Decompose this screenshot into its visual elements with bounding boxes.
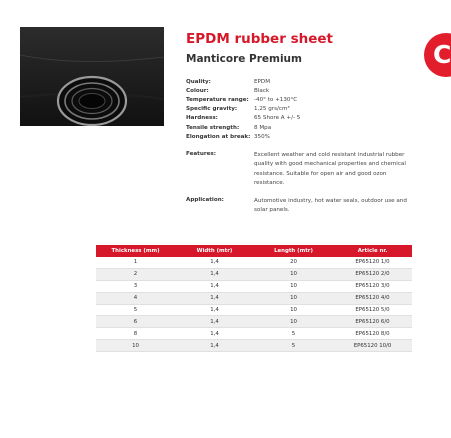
product-title: EPDM rubber sheet xyxy=(186,31,333,47)
cell-article: EP65120 5/0 xyxy=(333,304,412,316)
table-row xyxy=(96,316,412,328)
cell-width: 1,4 xyxy=(175,280,254,292)
table-row xyxy=(96,304,412,316)
cell-thickness: 10 xyxy=(96,340,175,352)
spec-row-quality xyxy=(186,77,426,86)
cell-article: EP65120 1/0 xyxy=(333,257,412,268)
cell-width: 1,4 xyxy=(175,316,254,328)
product-photo xyxy=(20,27,164,126)
cell-width: 1,4 xyxy=(175,292,254,304)
spec-row-temperature xyxy=(186,95,426,104)
spec-value: EPDM xyxy=(254,78,271,85)
cell-length: 10 xyxy=(254,292,333,304)
application-label: Application: xyxy=(186,197,224,203)
spec-label: Tensile strength: xyxy=(186,124,240,131)
cell-width: 1,4 xyxy=(175,340,254,352)
spec-value: 65 Shore A +/- 5 xyxy=(254,115,301,122)
cell-length: 5 xyxy=(254,328,333,340)
table-row xyxy=(96,257,412,268)
column-header-length: Length (mtr) xyxy=(254,245,333,257)
product-table xyxy=(96,245,412,352)
cell-article: EP65120 4/0 xyxy=(333,292,412,304)
cell-width: 1,4 xyxy=(175,304,254,316)
cell-width: 1,4 xyxy=(175,328,254,340)
spec-row-tensile-strength xyxy=(186,123,426,132)
table-row xyxy=(96,328,412,340)
spec-label: Quality: xyxy=(186,78,211,85)
spec-value: 8 Mpa xyxy=(254,124,272,131)
column-header-article: Article nr. xyxy=(333,245,412,257)
cell-width: 1,4 xyxy=(175,268,254,280)
cell-length: 20 xyxy=(254,257,333,268)
spec-value: 350% xyxy=(254,133,270,140)
features-text: Excellent weather and cold resistant industrial rubber quality with good mechanical properties and chemical resistance. Suitable for open air and good ozon resistance. xyxy=(254,152,406,186)
spec-label: Hardness: xyxy=(186,115,218,122)
cell-article: EP65120 2/0 xyxy=(333,268,412,280)
cell-thickness: 4 xyxy=(96,292,175,304)
table-header-row xyxy=(96,245,412,257)
product-subtitle: Manticore Premium xyxy=(186,53,302,65)
spec-label: Colour: xyxy=(186,87,209,94)
cell-length: 10 xyxy=(254,280,333,292)
rubber-roll-illustration xyxy=(20,27,164,126)
cell-length: 10 xyxy=(254,304,333,316)
table-row xyxy=(96,268,412,280)
cell-length: 10 xyxy=(254,316,333,328)
cell-thickness: 5 xyxy=(96,304,175,316)
cell-thickness: 3 xyxy=(96,280,175,292)
cell-article: EP65120 6/0 xyxy=(333,316,412,328)
cell-article: EP65120 3/0 xyxy=(333,280,412,292)
features-section xyxy=(186,151,412,188)
spec-row-colour xyxy=(186,86,426,95)
features-label: Features: xyxy=(186,151,216,157)
spec-value: Black xyxy=(254,87,270,94)
brand-logo-letter: C xyxy=(433,40,451,69)
application-section xyxy=(186,197,412,216)
column-header-width: Width (mtr) xyxy=(175,245,254,257)
specifications-list xyxy=(186,77,426,141)
spec-label: Specific gravity: xyxy=(186,106,238,113)
spec-row-specific-gravity xyxy=(186,105,426,114)
brand-logo xyxy=(424,33,451,77)
spec-label: Elongation at break: xyxy=(186,133,251,140)
table-row xyxy=(96,340,412,352)
spec-label: Temperature range: xyxy=(186,96,249,103)
spec-value: -40° to +130°C xyxy=(254,96,298,103)
cell-thickness: 1 xyxy=(96,257,175,268)
cell-length: 10 xyxy=(254,268,333,280)
spec-row-elongation xyxy=(186,132,426,141)
cell-article: EP65120 8/0 xyxy=(333,328,412,340)
cell-width: 1,4 xyxy=(175,257,254,268)
table-row xyxy=(96,280,412,292)
column-header-thickness: Thickness (mm) xyxy=(96,245,175,257)
cell-thickness: 8 xyxy=(96,328,175,340)
application-text: Automotive industry, hot water seals, outdoor use and solar panels. xyxy=(254,198,407,214)
spec-value: 1,25 grs/cm³ xyxy=(254,106,290,113)
cell-article: EP65120 10/0 xyxy=(333,340,412,352)
table-row xyxy=(96,292,412,304)
cell-length: 5 xyxy=(254,340,333,352)
spec-row-hardness xyxy=(186,114,426,123)
cell-thickness: 6 xyxy=(96,316,175,328)
cell-thickness: 2 xyxy=(96,268,175,280)
